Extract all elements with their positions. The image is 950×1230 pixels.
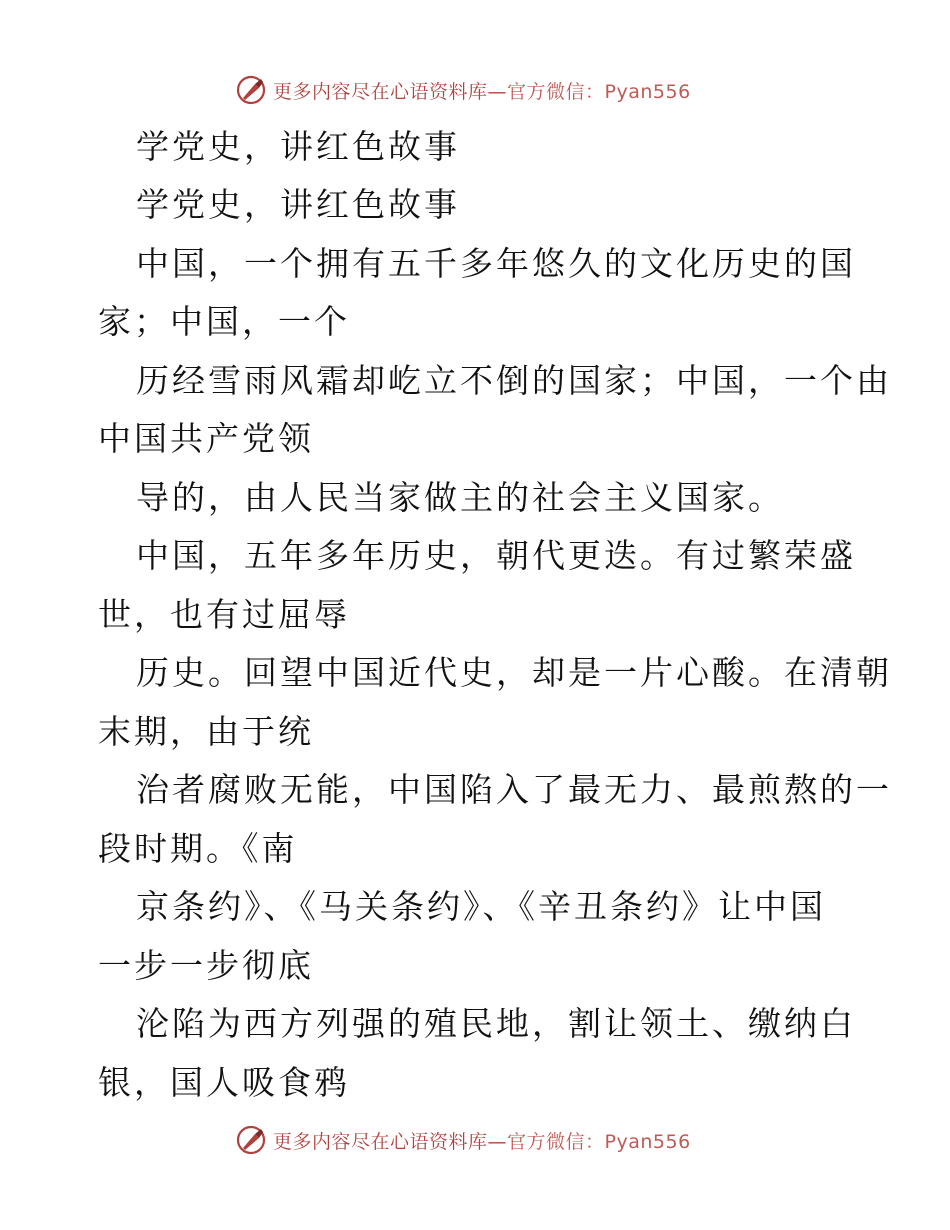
text-line: 银，国人吸食鸦 (98, 1063, 350, 1102)
text-line: 沦陷为西方列强的殖民地，割让领土、缴纳白 (136, 1004, 856, 1043)
text-line: 治者腐败无能，中国陷入了最无力、最煎熬的一 (136, 770, 892, 809)
text-line: 末期，由于统 (98, 712, 314, 751)
banner-site-text: 更多内容尽在心语资料库 (273, 1130, 488, 1153)
header-watermark-banner (235, 72, 715, 108)
banner-text (273, 77, 691, 104)
text-line: 历经雪雨风霜却屹立不倒的国家；中国，一个由 (136, 361, 892, 400)
text-line: 中国共产党领 (98, 419, 314, 458)
banner-separator: — (487, 1130, 508, 1153)
text-line: 段时期。《南 (98, 829, 298, 868)
text-line: 家；中国，一个 (98, 302, 350, 341)
banner-contact-text: 官方微信：Pyan556 (507, 80, 691, 103)
text-line: 一步一步彻底 (98, 946, 314, 985)
text-line: 学党史，讲红色故事 (136, 185, 460, 224)
pen-nib-circle-icon (235, 74, 267, 106)
text-line: 京条约》、《马关条约》、《辛丑条约》让中国 (136, 887, 826, 926)
text-line: 中国，五年多年历史，朝代更迭。有过繁荣盛 (136, 536, 856, 575)
banner-contact-text: 官方微信：Pyan556 (507, 1130, 691, 1153)
pen-nib-circle-icon (235, 1124, 267, 1156)
banner-site-text: 更多内容尽在心语资料库 (273, 80, 488, 103)
text-line: 世，也有过屈辱 (98, 595, 350, 634)
text-line: 学党史，讲红色故事 (136, 127, 460, 166)
text-line: 历史。回望中国近代史，却是一片心酸。在清朝 (136, 653, 892, 692)
banner-text (273, 1127, 691, 1154)
banner-separator: — (487, 80, 508, 103)
text-line: 中国，一个拥有五千多年悠久的文化历史的国 (136, 244, 856, 283)
footer-watermark-banner (235, 1122, 715, 1158)
text-line: 导的，由人民当家做主的社会主义国家。 (136, 478, 784, 517)
